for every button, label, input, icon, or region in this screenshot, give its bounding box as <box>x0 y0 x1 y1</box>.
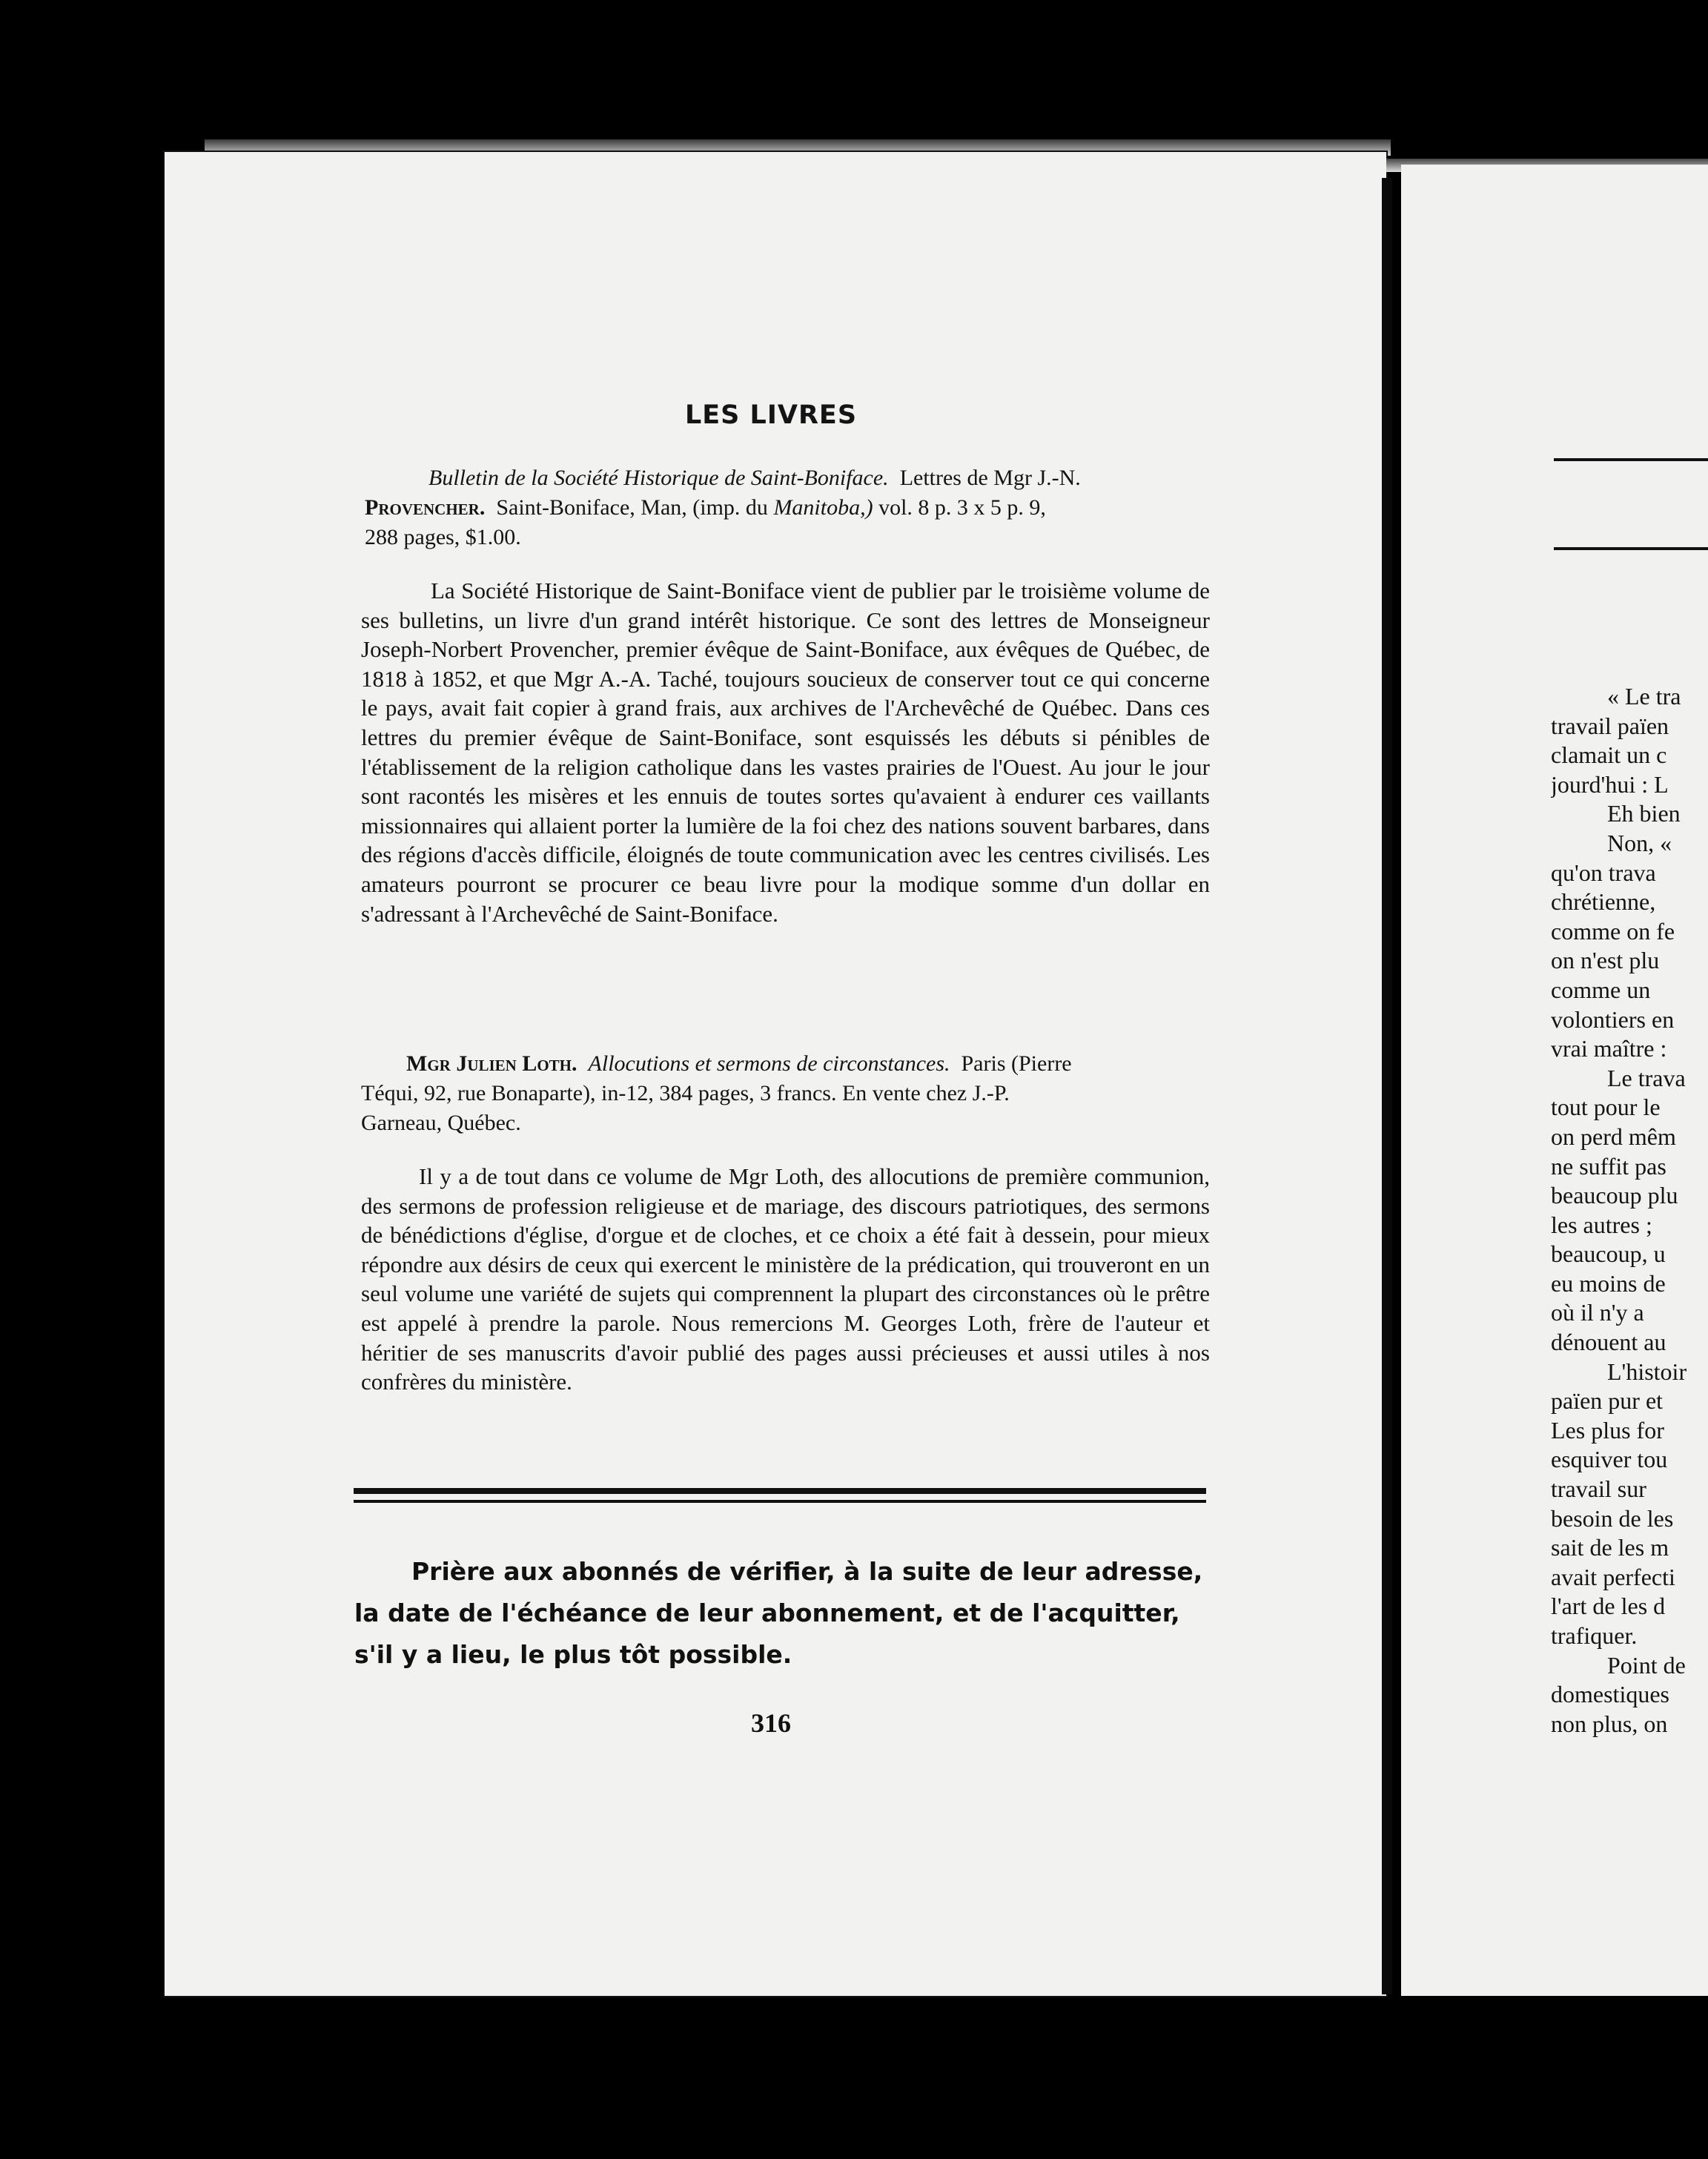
page-title: LES LIVRES <box>684 400 858 430</box>
right-page-line: tout pour le <box>1551 1094 1661 1121</box>
right-page-rule-bottom <box>1554 547 1708 550</box>
notice-line1: Prière aux abonnés de vérifier, à la suite de leur adresse, <box>411 1557 1203 1586</box>
right-page-line: ne suffit pas <box>1551 1152 1666 1180</box>
right-page-line: Non, « <box>1607 829 1672 856</box>
right-page-line: besoin de les <box>1551 1504 1674 1532</box>
notice-line2: la date de l'échéance de leur abonnement, et de l'acquitter, <box>354 1598 1180 1627</box>
right-page-rule-top <box>1554 458 1708 461</box>
right-page-line: beaucoup, u <box>1551 1240 1666 1268</box>
notice-line3: s'il y a lieu, le plus tôt possible. <box>354 1640 792 1669</box>
right-page-line: jourd'hui : L <box>1551 770 1669 798</box>
right-page-line: les autres ; <box>1551 1211 1652 1238</box>
separator-rule-thick <box>354 1488 1206 1494</box>
review1-citation-author: Provencher. <box>365 495 486 520</box>
right-page-text <box>1551 682 1708 1739</box>
right-page-line: vrai maître : <box>1551 1035 1667 1062</box>
right-page-line: l'art de les d <box>1551 1593 1666 1620</box>
right-page-line: sait de les m <box>1551 1534 1669 1561</box>
review1-citation-title: Bulletin de la Société Historique de Saint-Boniface. <box>428 466 889 490</box>
review1-citation-text: Lettres de Mgr J.-N. <box>899 466 1081 490</box>
right-page-line: comme un <box>1551 976 1651 1003</box>
right-page-line: eu moins de <box>1551 1269 1666 1297</box>
right-page-line: qu'on trava <box>1551 859 1656 886</box>
right-page-line: dénouent au <box>1551 1329 1666 1356</box>
right-page-line: trafiquer. <box>1551 1622 1638 1649</box>
right-page-line: comme on fe <box>1551 917 1675 945</box>
review1-citation-line1 <box>428 463 1081 493</box>
review1-citation-printer: Manitoba,) <box>773 495 873 520</box>
right-page-line: volontiers en <box>1551 1005 1675 1033</box>
right-page-line: Point de <box>1607 1651 1686 1679</box>
review1-citation-volume: vol. 8 p. 3 x 5 p. 9, <box>878 495 1046 520</box>
right-page-line: on n'est plu <box>1551 947 1660 974</box>
page-number: 316 <box>751 1708 791 1738</box>
right-page-line: esquiver tou <box>1551 1446 1668 1473</box>
right-page-line: Le trava <box>1607 1064 1686 1091</box>
review2-body: Il y a de tout dans ce volume de Mgr Loth, des allocutions de première communion, des sermons de profession religieuse et de mariage, des discours patriotiques, des sermons de bénédictions d'église, d'orgue et de cloches, et ce choix a été fait à dessein, pour mieux répondre aux désirs de ceux qui exercent le ministère de la prédication, qui trouveront en un seul volume une variété de sujets qui comprennent la plupart des circonstances où le prêtre est appelé à prendre la parole. Nous remercions M. Georges Loth, frère de l'auteur et héritier de ses manuscrits d'avoir publié des pages aussi précieuses et aussi utiles à nos confrères du ministère. <box>361 1163 1210 1395</box>
right-page-line: Les plus for <box>1551 1416 1664 1444</box>
review2-citation-title: Allocutions et sermons de circonstances. <box>588 1051 950 1076</box>
right-page-line: « Le tra <box>1607 683 1681 710</box>
review1-body: La Société Historique de Saint-Boniface vient de publier par le troisième volume de ses bulletins, un livre d'un grand intérêt historique. Ce sont des lettres de Monseigneur Joseph-Norbert Provencher, premier évêque de Saint-Boniface, aux évêques de Québec, de 1818 à 1852, et que Mgr A.-A. Taché, toujours soucieux de conserver tout ce qui concerne le pays, avait fait copier à grand frais, aux archives de l'Archevêché de Québec. Dans ces lettres du premier évêque de Saint-Boniface, sont esquissés les débuts si pénibles de l'établissement de la religion catholique dans les vastes prairies de l'Ouest. Au jour le jour sont racontés les misères et les ennuis de toutes sortes qu'avaient à endurer ces vaillants missionnaires qui allaient porter la lumière de la foi chez des nations souvent barbares, dans des régions d'accès difficile, éloignés de toute communication avec les centres civilisés. Les amateurs pourront se procurer ce beau livre pour la modique somme d'un dollar en s'adressant à l'Archevêché de Saint-Boniface. <box>361 578 1210 927</box>
right-page-line: Eh bien <box>1607 800 1681 827</box>
review1-citation-line2 <box>365 493 1046 523</box>
right-page-line: domestiques <box>1551 1681 1669 1708</box>
right-page-line: avait perfecti <box>1551 1563 1675 1590</box>
right-page-line: L'histoir <box>1607 1358 1687 1385</box>
review2-citation-author: Mgr Julien Loth. <box>406 1051 577 1076</box>
right-page-line: travail païen <box>1551 712 1669 739</box>
right-page-line: beaucoup plu <box>1551 1182 1678 1209</box>
right-page-line: païen pur et <box>1551 1387 1664 1415</box>
right-page-line: non plus, on <box>1551 1710 1668 1737</box>
review2-citation-line2: Téqui, 92, rue Bonaparte), in-12, 384 pages, 3 francs. En vente chez J.-P. <box>361 1081 1010 1105</box>
separator-rule-thin <box>354 1500 1206 1503</box>
review2-citation-line3: Garneau, Québec. <box>361 1111 521 1135</box>
right-page-line: on perd mêm <box>1551 1123 1676 1150</box>
review2-citation-publisher: Paris (Pierre <box>961 1051 1072 1076</box>
right-page-line: chrétienne, <box>1551 888 1656 916</box>
review2-citation-line1 <box>406 1049 1072 1079</box>
review1-citation-place: Saint-Boniface, Man, (imp. du <box>496 495 768 520</box>
right-page-line: où il n'y a <box>1551 1299 1644 1326</box>
right-page-line: clamait un c <box>1551 741 1667 769</box>
review1-citation-line3: 288 pages, $1.00. <box>365 525 521 549</box>
right-page-line: travail sur <box>1551 1475 1646 1503</box>
